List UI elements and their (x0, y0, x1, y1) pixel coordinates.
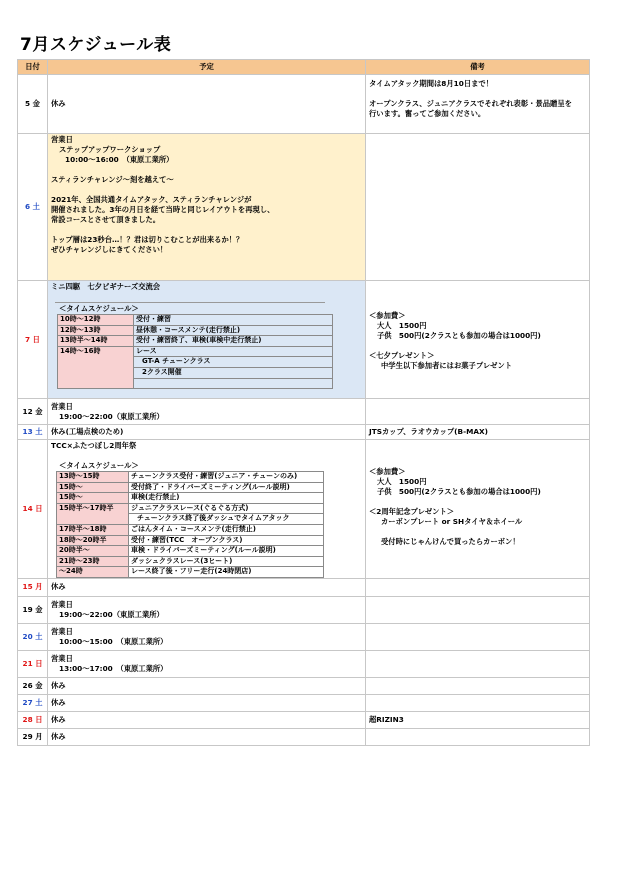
schedule-title: ＜タイムスケジュール＞ (59, 304, 139, 313)
date-cell: 7 日 (18, 281, 48, 399)
schedule-row: 10時～12時 受付・練習 (58, 315, 333, 326)
schedule-row: 13時半～14時 受付・練習終了、車検(車検中走行禁止) (58, 336, 333, 347)
notes-cell: JTSカップ、ラオウカップ(B-MAX) (366, 425, 590, 440)
table-row (18, 596, 590, 623)
date-cell: 19 金 (18, 596, 48, 623)
table-header-row (18, 60, 590, 75)
table-row (18, 399, 590, 425)
notes-cell (366, 578, 590, 596)
notes-cell: 超RIZIN3 (366, 711, 590, 728)
plan-cell: 休み (48, 578, 366, 596)
table-row (18, 134, 590, 281)
schedule-row: 2クラス開催 (58, 367, 333, 378)
notes-cell: ＜参加費＞ 大人 1500円 子供 500円(2クラスとも参加の場合は1000円) ＜2周年記念プレゼント＞ カーボンプレート or SHタイヤ＆ホイール 受付時にじゃんけんで買ったらカーボン！ (366, 440, 590, 579)
date-cell: 15 月 (18, 578, 48, 596)
date-cell: 28 日 (18, 711, 48, 728)
plan-cell: 営業日 10:00～15:00 （東原工業所） (48, 623, 366, 650)
plan-cell: 休み (48, 711, 366, 728)
notes-cell (366, 623, 590, 650)
date-cell: 14 日 (18, 440, 48, 579)
plan-cell: 休み(工場点検のため) (48, 425, 366, 440)
page-title: 7月スケジュール表 (20, 35, 172, 55)
table-row (18, 650, 590, 677)
table-row (18, 728, 590, 745)
plan-cell: 営業日 19:00～22:00（東原工業所） (48, 399, 366, 425)
table-row (18, 75, 590, 134)
schedule-row: 12時～13時 昼休憩・コースメンテ(走行禁止) (58, 325, 333, 336)
schedule-row: 21時～23時 ダッシュクラスレース(3ヒート) (57, 556, 324, 567)
plan-cell: 営業日 13:00～17:00 （東原工業所） (48, 650, 366, 677)
date-cell: 6 土 (18, 134, 48, 281)
schedule-row: 14時～16時 レース (58, 346, 333, 357)
table-row (18, 694, 590, 711)
notes-cell: タイムアタック期間は8月10日まで！ オープンクラス、ジュニアクラスでそれぞれ表彰・景品贈呈を 行います。奮ってご参加ください。 (366, 75, 590, 134)
plan-cell: 休み (48, 75, 366, 134)
plan-cell: 休み (48, 694, 366, 711)
date-cell: 21 日 (18, 650, 48, 677)
plan-cell: 営業日 ステップアップワークショップ 10:00～16:00 （東原工業所） スティランチャレンジ～刻を越えて～ 2021年、全国共通タイムアタック、スティランチャレンジが 開催されました。3年の月日を経て当時と同じレイアウトを再現し、 常設コースとさせて頂きました。 トップ層は23秒台…！？君は切りこむことが出来るか！？ ぜひチャレンジしにきてください！ (48, 134, 366, 281)
notes-cell (366, 728, 590, 745)
event-title: TCC×ふたつぼし2周年祭 (51, 441, 137, 450)
table-row (18, 623, 590, 650)
time-schedule-table (57, 314, 333, 389)
schedule-row: チューンクラス終了後ダッシュでタイムアタック (57, 514, 324, 525)
notes-cell (366, 694, 590, 711)
schedule-row: 20時半～ 車検・ドライバーズミーティング(ルール説明) (57, 546, 324, 557)
notes-cell (366, 596, 590, 623)
date-cell: 29 月 (18, 728, 48, 745)
schedule-title: ＜タイムスケジュール＞ (59, 461, 139, 470)
plan-cell: 営業日 19:00～22:00（東原工業所） (48, 596, 366, 623)
schedule-row: 13時～15時 チューンクラス受付・練習(ジュニア・チューンのみ) (57, 472, 324, 483)
table-row (18, 578, 590, 596)
date-cell: 27 土 (18, 694, 48, 711)
notes-cell (366, 650, 590, 677)
schedule-row: 15時半～17時半 ジュニアクラスレース(ぐるぐる方式) (57, 503, 324, 514)
table-row (18, 440, 590, 579)
schedule-row: 15時～ 受付終了・ドライバーズミーティング(ルール説明) (57, 482, 324, 493)
table-row (18, 281, 590, 399)
notes-cell (366, 677, 590, 694)
plan-cell: 休み (48, 728, 366, 745)
plan-cell (48, 440, 366, 579)
date-cell: 26 金 (18, 677, 48, 694)
table-row (18, 711, 590, 728)
schedule-row: ～24時 レース終了後・フリー走行(24時閉店) (57, 567, 324, 578)
header-plan: 予定 (48, 60, 366, 75)
notes-cell: ＜参加費＞ 大人 1500円 子供 500円(2クラスとも参加の場合は1000円) ＜七夕プレゼント＞ 中学生以下参加者にはお菓子プレゼント (366, 281, 590, 399)
notes-cell (366, 134, 590, 281)
plan-cell: 休み (48, 677, 366, 694)
table-row (18, 677, 590, 694)
schedule-table (17, 59, 590, 746)
header-notes: 備考 (366, 60, 590, 75)
schedule-row: GT-A チューンクラス (58, 357, 333, 368)
date-cell: 5 金 (18, 75, 48, 134)
schedule-row: 17時半～18時 ごはんタイム・コースメンテ(走行禁止) (57, 524, 324, 535)
notes-cell (366, 399, 590, 425)
event-title: ミニ四駆 七夕ビギナーズ交流会 (51, 282, 161, 291)
plan-cell (48, 281, 366, 399)
time-schedule-table (56, 471, 324, 578)
schedule-row: 15時～ 車検(走行禁止) (57, 493, 324, 504)
date-cell: 13 土 (18, 425, 48, 440)
date-cell: 20 土 (18, 623, 48, 650)
header-date: 日付 (18, 60, 48, 75)
schedule-row: 18時～20時半 受付・練習(TCC オープンクラス) (57, 535, 324, 546)
date-cell: 12 金 (18, 399, 48, 425)
table-row (18, 425, 590, 440)
